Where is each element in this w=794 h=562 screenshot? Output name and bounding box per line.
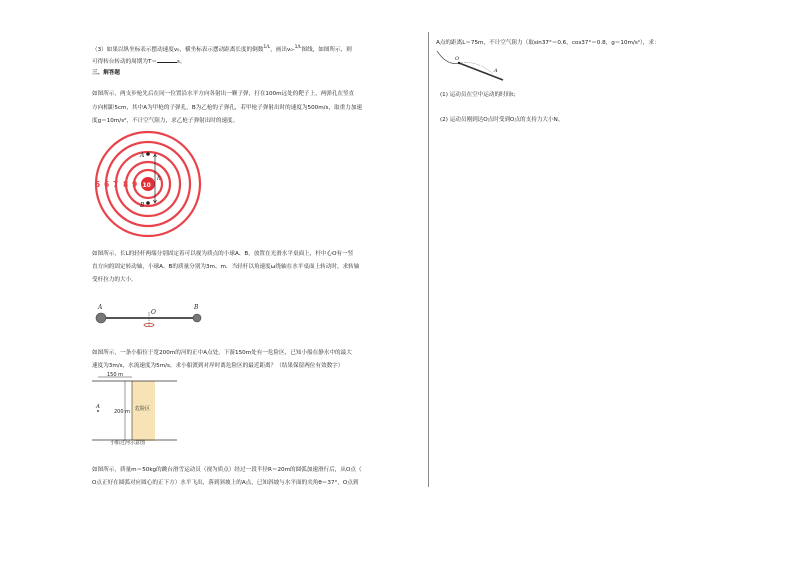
problem2-line3: 受杆拉力的大小。 <box>92 277 137 283</box>
boat-point-a <box>97 410 99 412</box>
problem3-line2: 速度为3m/s，水流速度为5m/s，求小船渡到对岸时离危险区的最近距离？（结果保留两位有效数字） <box>92 363 344 369</box>
slope-label-a: A <box>494 68 498 74</box>
sub-question-1: (1) 运动员在空中运动的时间t； <box>440 92 520 98</box>
sub-question-2: (2) 运动员刚到达O点时受到O点的支持力大小N。 <box>440 117 564 123</box>
height-label-h: h <box>157 175 161 182</box>
problem2-line2: 直方向的固定转动轴，小球A、B的质量分别为3m、m．当轻杆以角速度ω绕轴在水平桌面上转动时，求转轴 <box>92 264 360 270</box>
target-num-10: 10 <box>142 182 151 189</box>
rod-label-o: O <box>151 309 156 316</box>
problem1-line2: 方向相距5cm，其中A为甲枪的子弹孔，B为乙枪的子弹孔，若甲枪子弹射出时的速度为500m/s，取重力加速 <box>92 105 363 111</box>
label-150m: 150 m <box>107 372 124 378</box>
target-num-5: 5 <box>95 180 101 189</box>
target-num-8: 8 <box>123 180 129 189</box>
ball-b <box>193 314 201 322</box>
hole-label-b: B <box>140 202 145 209</box>
point-o <box>458 62 460 64</box>
problem2-line1: 如图所示，长L的轻杆两端分别固定着可以视为质点的小球A、B，放置在光滑水平桌面上，杆中心O有一竖 <box>92 251 354 257</box>
ball-a <box>96 313 106 323</box>
rod-label-b: B <box>194 304 199 311</box>
label-a: A <box>96 404 100 410</box>
q3-text-b: ，画出v₀- <box>270 46 295 53</box>
river-diagram <box>92 373 182 441</box>
q3-text-a: （3）如果以纵坐标表示摆动速度v₀，横坐标表示摆动距离长度的倒数 <box>92 46 264 53</box>
bullet-hole-a <box>146 152 150 156</box>
q3-unit: s。 <box>176 59 186 65</box>
label-danger: 危险区 <box>135 406 151 412</box>
bullet-hole-b <box>146 201 150 205</box>
q3-line2 <box>92 56 185 67</box>
hole-label-a: A <box>140 152 145 159</box>
target-diagram <box>90 131 210 241</box>
label-200m: 200 m <box>114 409 131 415</box>
river-caption: 小船过河示意图 <box>110 440 146 446</box>
problem3-line1: 如图所示，一条小船位于宽200m的河的正中A点处，下游150m处有一危险区，已知小船在静水中的最大 <box>92 350 352 356</box>
problem4-line2: O点正好在圆弧对应圆心的正下方）水平飞出，落到斜坡上的A点，已知斜坡与水平面的夹角θ＝37°，O点到 <box>92 480 359 486</box>
rod-diagram <box>92 300 207 330</box>
target-num-7: 7 <box>113 180 119 189</box>
problem4-cont-line: A点的距离L＝75m，不计空气阻力（取sin37°＝0.6，cos37°＝0.8，g＝10m/s²），求： <box>436 40 660 46</box>
slope-label-o: O <box>455 56 460 62</box>
problem4-line1: 如图所示，质量m＝50kg的跳台滑雪运动员（视为质点）经过一段半径R＝20m的圆弧加速滑行后，从O点（ <box>92 467 362 473</box>
column-divider <box>428 32 429 487</box>
target-num-9: 9 <box>132 180 138 189</box>
problem1-line3: 度g＝10m/s²，不计空气阻力，求乙枪子弹射出时的速度。 <box>92 118 239 124</box>
q3-line2-text: 可得转台转动的周期为T＝ <box>92 59 157 65</box>
q3-fraction-2: 1/L <box>294 45 302 50</box>
ski-slope-diagram <box>433 48 513 83</box>
rod-label-a: A <box>98 304 103 311</box>
q3-text-c: 图线，如图所示，则 <box>301 46 352 53</box>
q3-line1 <box>92 43 352 55</box>
target-num-6: 6 <box>104 180 110 189</box>
problem1-line1: 如图所示，两支步枪先后在同一位置沿水平方向各射出一颗子弹，打在100m远处的靶子上，两弹孔在竖直 <box>92 91 355 97</box>
q3-fraction: 1/L <box>263 45 271 50</box>
answer-blank[interactable] <box>157 56 177 63</box>
section-title: 三、解答题 <box>92 70 120 76</box>
